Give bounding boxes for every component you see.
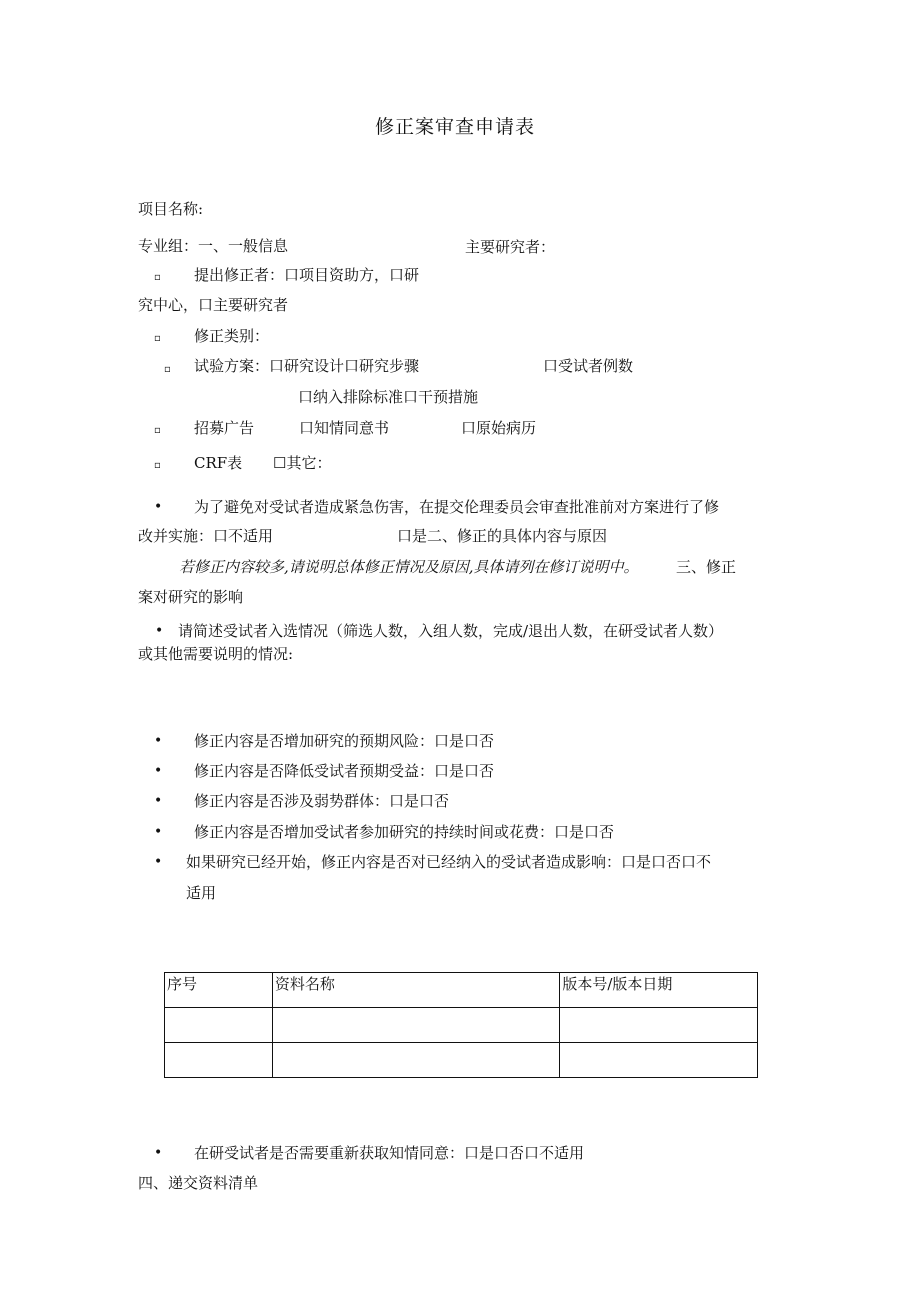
crf-form: CRF表 (194, 454, 243, 472)
recruit-ad: 招募广告 (194, 419, 255, 437)
specialty-label: 专业组：一、一般信息 (138, 237, 289, 255)
question-reconsent: 在研受试者是否需要重新获取知情同意：口是口否口不适用 (194, 1144, 585, 1162)
table-row (165, 1043, 758, 1078)
enroll-line-1: 请简述受试者入选情况（筛选人数，入组人数，完成/退出人数，在研受试者人数） (178, 622, 724, 640)
table-cell[interactable] (165, 1008, 273, 1043)
proposer-line-2: 究中心，口主要研究者 (138, 296, 289, 314)
table-cell[interactable] (560, 1008, 758, 1043)
other-option: ☐其它： (273, 454, 332, 472)
checkbox-bullet: ▫ (164, 364, 171, 375)
trial-plan-sample: 口受试者例数 (543, 357, 634, 375)
original-records: 口原始病历 (461, 419, 537, 437)
table-row (165, 1008, 758, 1043)
trial-plan-line-2: 口纳入排除标准口干预措施 (298, 388, 479, 406)
emergency-line-2b: 口是二、修正的具体内容与原因 (397, 527, 608, 545)
bullet-dot: • (154, 733, 163, 749)
documents-table (164, 972, 758, 1078)
table-header-cell: 资料名称 (272, 973, 559, 1008)
italic-note: 若修正内容较多,请说明总体修正情况及原因,具体请列在修订说明中。 (179, 558, 639, 576)
bullet-dot: • (154, 793, 163, 809)
section-4-heading: 四、递交资料清单 (138, 1174, 259, 1192)
question-duration: 修正内容是否增加受试者参加研究的持续时间或花费：口是口否 (194, 823, 615, 841)
table-header-row (165, 973, 758, 1008)
enroll-line-2: 或其他需要说明的情况: (138, 645, 294, 663)
checkbox-bullet: ▫ (154, 425, 161, 436)
emergency-line-2a: 改并实施：口不适用 (138, 527, 274, 545)
informed-consent: 口知情同意书 (299, 419, 390, 437)
bullet-dot: • (154, 854, 163, 870)
table-cell[interactable] (272, 1043, 559, 1078)
table-cell[interactable] (560, 1043, 758, 1078)
checkbox-bullet: ▫ (154, 333, 161, 344)
checkbox-bullet: ▫ (154, 272, 161, 283)
emergency-line-1: 为了避免对受试者造成紧急伤害，在提交伦理委员会审查批准前对方案进行了修 (194, 498, 720, 516)
table-cell[interactable] (272, 1008, 559, 1043)
pi-label: 主要研究者： (465, 238, 556, 256)
question-started-line-2: 适用 (186, 884, 217, 902)
bullet-dot: • (155, 623, 164, 639)
page-title: 修正案审查申请表 (375, 116, 536, 138)
question-started-line-1: 如果研究已经开始，修正内容是否对已经纳入的受试者造成影响：口是口否口不 (186, 853, 712, 871)
bullet-dot: • (154, 499, 163, 515)
bullet-dot: • (154, 763, 163, 779)
proposer-line-1: 提出修正者：口项目资助方，口研 (194, 266, 420, 284)
question-risk: 修正内容是否增加研究的预期风险：口是口否 (194, 732, 495, 750)
project-name-label: 项目名称: (138, 200, 204, 218)
table-header-cell: 版本号/版本日期 (560, 973, 758, 1008)
trial-plan-line-1: 试验方案：口研究设计口研究步骤 (194, 357, 420, 375)
question-benefit: 修正内容是否降低受试者预期受益：口是口否 (194, 762, 495, 780)
question-vulnerable: 修正内容是否涉及弱势群体：口是口否 (194, 792, 450, 810)
table-cell[interactable] (165, 1043, 273, 1078)
bullet-dot: • (154, 1145, 163, 1161)
section-3-heading-a: 三、修正 (676, 558, 737, 576)
checkbox-bullet: ▫ (154, 460, 161, 471)
bullet-dot: • (154, 824, 163, 840)
table-header-cell: 序号 (165, 973, 273, 1008)
section-3-heading-b: 案对研究的影响 (138, 588, 244, 606)
revision-type-label: 修正类别： (194, 327, 270, 345)
